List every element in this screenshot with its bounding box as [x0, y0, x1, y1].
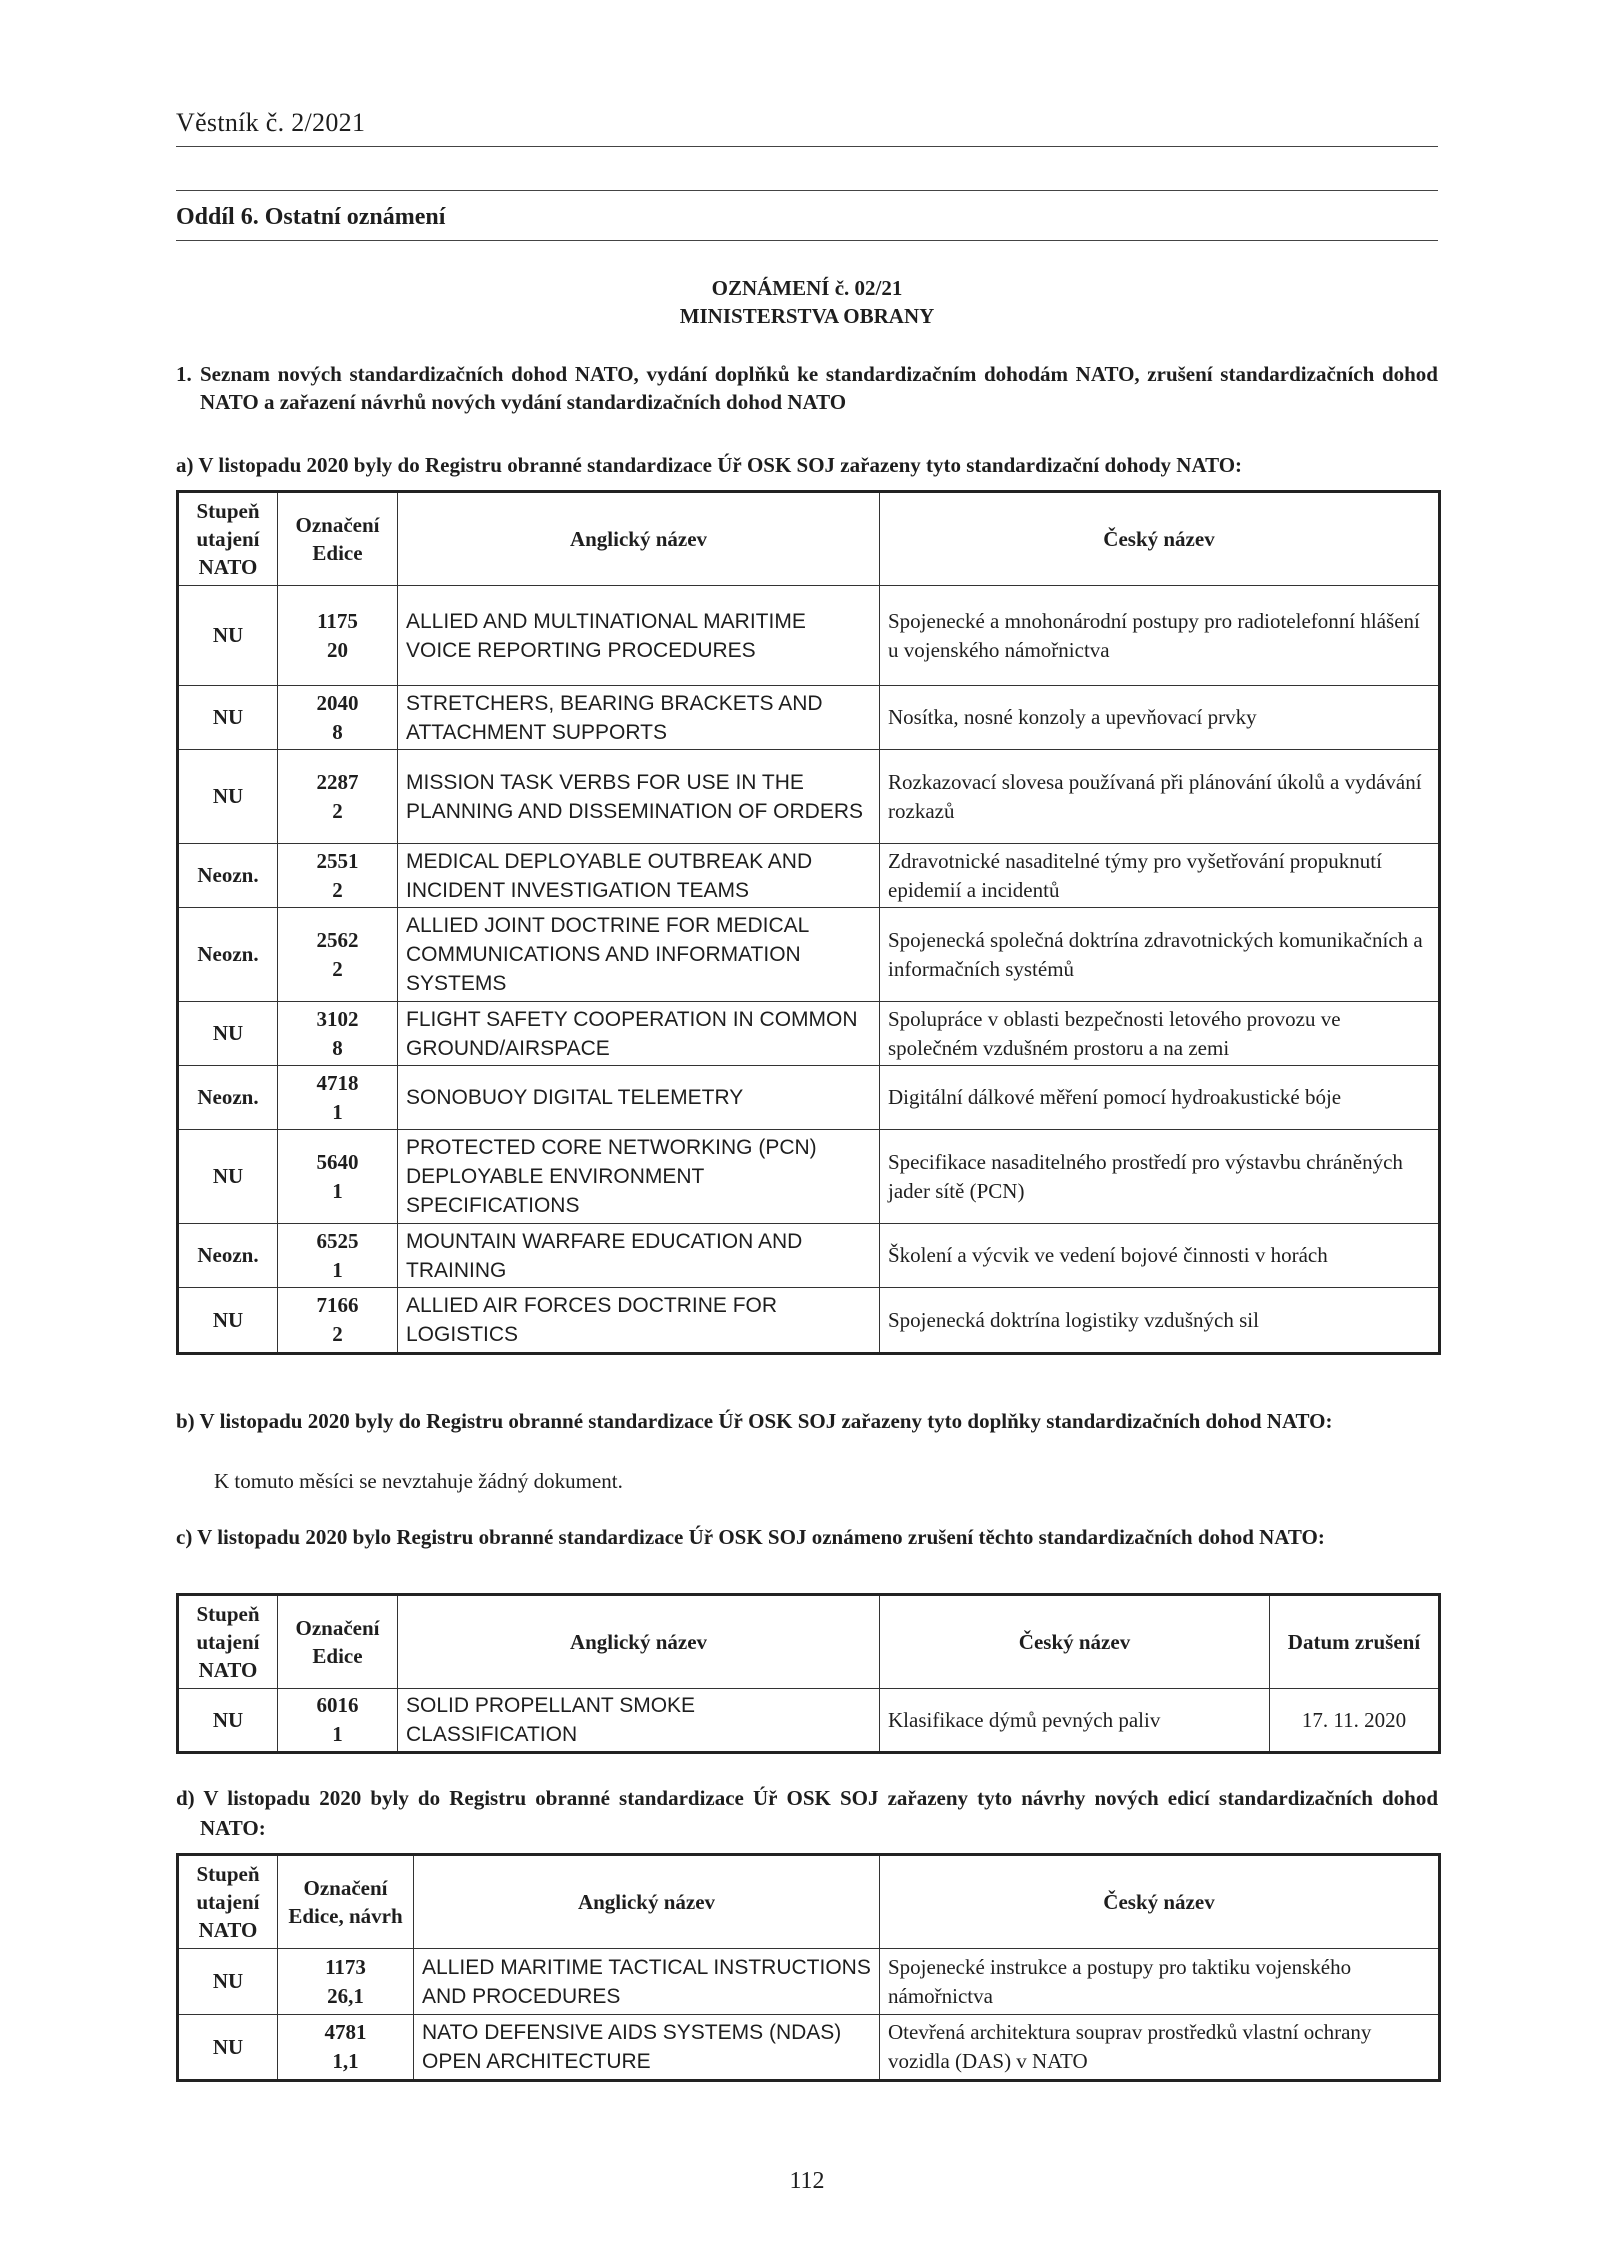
page-number: 112	[789, 2168, 825, 2194]
table-row	[178, 844, 1440, 908]
english-title-cell: ALLIED AND MULTINATIONAL MARITIME VOICE REPORTING PROCEDURES	[398, 586, 880, 686]
col-header-code: Označení Edice	[278, 1595, 398, 1689]
czech-title-cell: Zdravotnické nasaditelné týmy pro vyšetřování propuknutí epidemií a incidentů	[880, 844, 1440, 908]
col-header-classification: Stupeň utajení NATO	[178, 1855, 278, 1949]
edition-number: 2	[332, 798, 343, 823]
table-row	[178, 1288, 1440, 1354]
classification-cell: NU	[178, 1130, 278, 1224]
notice-title-line1: OZNÁMENÍ č. 02/21	[711, 276, 903, 300]
edition-number: 26,1	[327, 1983, 364, 2008]
stanag-number: 6016	[316, 1693, 359, 1717]
edition-number: 2	[332, 877, 343, 902]
code-cell	[278, 1130, 398, 1224]
code-cell	[278, 686, 398, 750]
classification-cell: NU	[178, 1689, 278, 1753]
classification-cell: Neozn.	[178, 844, 278, 908]
table-c-body	[178, 1689, 1440, 1753]
table-row	[178, 1066, 1440, 1130]
item-1-number: 1.	[176, 362, 192, 386]
table-d-body	[178, 1949, 1440, 2081]
code-cell	[278, 586, 398, 686]
stanag-number: 4718	[316, 1070, 359, 1095]
czech-title-cell: Digitální dálkové měření pomocí hydroakustické bóje	[880, 1066, 1440, 1130]
cancel-date-cell: 17. 11. 2020	[1270, 1689, 1440, 1753]
stanag-number: 2551	[316, 848, 359, 873]
col-header-english: Anglický název	[398, 492, 880, 586]
english-title-cell: MOUNTAIN WARFARE EDUCATION AND TRAINING	[398, 1224, 880, 1288]
english-title-cell: PROTECTED CORE NETWORKING (PCN) DEPLOYABLE ENVIRONMENT SPECIFICATIONS	[398, 1130, 880, 1224]
english-title-cell: MISSION TASK VERBS FOR USE IN THE PLANNING AND DISSEMINATION OF ORDERS	[398, 750, 880, 844]
classification-cell: NU	[178, 686, 278, 750]
code-cell	[278, 2015, 414, 2081]
stanag-number: 2287	[316, 769, 359, 794]
part-a-heading: a) V listopadu 2020 byly do Registru obranné standardizace Úř OSK SOJ zařazeny tyto standardizační dohody NATO:	[176, 453, 1243, 477]
english-title-cell: NATO DEFENSIVE AIDS SYSTEMS (NDAS) OPEN ARCHITECTURE	[414, 2015, 880, 2081]
stanag-number: 6525	[316, 1228, 359, 1253]
table-a	[176, 490, 1441, 1355]
table-row	[178, 1689, 1440, 1753]
code-cell	[278, 1949, 414, 2015]
stanag-number: 3102	[316, 1006, 359, 1031]
col-header-code: Označení Edice	[278, 492, 398, 586]
table-row	[178, 750, 1440, 844]
col-header-classification: Stupeň utajení NATO	[178, 1595, 278, 1689]
code-cell	[278, 908, 398, 1002]
table-row	[178, 908, 1440, 1002]
table-row	[178, 686, 1440, 750]
table-row	[178, 2015, 1440, 2081]
english-title-cell: STRETCHERS, BEARING BRACKETS AND ATTACHMENT SUPPORTS	[398, 686, 880, 750]
czech-title-cell: Spojenecká společná doktrína zdravotnických komunikačních a informačních systémů	[880, 908, 1440, 1002]
table-row	[178, 1002, 1440, 1066]
stanag-number: 1173	[325, 1954, 366, 1979]
col-header-czech: Český název	[880, 1595, 1270, 1689]
classification-cell: Neozn.	[178, 908, 278, 1002]
section-title: Oddíl 6. Ostatní oznámení	[176, 204, 446, 230]
table-d-header-row	[178, 1855, 1440, 1949]
english-title-cell: SOLID PROPELLANT SMOKE CLASSIFICATION	[398, 1689, 880, 1753]
table-c	[176, 1593, 1441, 1754]
czech-title-cell: Otevřená architektura souprav prostředků vlastní ochrany vozidla (DAS) v NATO	[880, 2015, 1440, 2081]
edition-number: 20	[327, 637, 348, 662]
col-header-english: Anglický název	[398, 1595, 880, 1689]
edition-number: 8	[332, 1035, 343, 1060]
czech-title-cell: Specifikace nasaditelného prostředí pro výstavbu chráněných jader sítě (PCN)	[880, 1130, 1440, 1224]
code-cell	[278, 844, 398, 908]
table-d	[176, 1853, 1441, 2082]
code-cell	[278, 1224, 398, 1288]
section-rule-top	[176, 190, 1438, 191]
classification-cell: NU	[178, 1002, 278, 1066]
english-title-cell: MEDICAL DEPLOYABLE OUTBREAK AND INCIDENT INVESTIGATION TEAMS	[398, 844, 880, 908]
edition-number: 2	[332, 1322, 343, 1346]
part-b-note: K tomuto měsíci se nevztahuje žádný dokument.	[214, 1469, 623, 1493]
section-rule-bottom	[176, 240, 1438, 241]
col-header-date: Datum zrušení	[1270, 1595, 1440, 1689]
stanag-number: 5640	[316, 1149, 359, 1174]
classification-cell: Neozn.	[178, 1066, 278, 1130]
english-title-cell: SONOBUOY DIGITAL TELEMETRY	[398, 1066, 880, 1130]
code-cell	[278, 1288, 398, 1354]
col-header-czech: Český název	[880, 1855, 1440, 1949]
code-cell	[278, 1066, 398, 1130]
stanag-number: 4781	[324, 2020, 367, 2044]
part-b-heading: b) V listopadu 2020 byly do Registru obranné standardizace Úř OSK SOJ zařazeny tyto doplňky standardizačních dohod NATO:	[176, 1409, 1333, 1433]
classification-cell: NU	[178, 750, 278, 844]
table-row	[178, 1130, 1440, 1224]
czech-title-cell: Spojenecká doktrína logistiky vzdušných sil	[880, 1288, 1440, 1354]
header-rule	[176, 146, 1438, 147]
stanag-number: 1175	[317, 608, 358, 633]
edition-number: 1	[332, 1722, 343, 1746]
table-a-header-row	[178, 492, 1440, 586]
classification-cell: NU	[178, 2015, 278, 2081]
table-a-body	[178, 586, 1440, 1354]
stanag-number: 7166	[316, 1293, 359, 1317]
code-cell	[278, 1689, 398, 1753]
col-header-czech: Český název	[880, 492, 1440, 586]
part-d-heading: d) V listopadu 2020 byly do Registru obranné standardizace Úř OSK SOJ zařazeny tyto návrhy nových edicí standardizačních dohod NATO:	[176, 1786, 1438, 1840]
edition-number: 8	[332, 719, 343, 744]
classification-cell: Neozn.	[178, 1224, 278, 1288]
english-title-cell: FLIGHT SAFETY COOPERATION IN COMMON GROUND/AIRSPACE	[398, 1002, 880, 1066]
table-row	[178, 586, 1440, 686]
stanag-number: 2562	[316, 927, 359, 952]
stanag-number: 2040	[316, 690, 359, 715]
notice-title	[176, 274, 1438, 330]
edition-number: 1,1	[332, 2049, 359, 2073]
running-head: Věstník č. 2/2021	[176, 108, 366, 137]
english-title-cell: ALLIED AIR FORCES DOCTRINE FOR LOGISTICS	[398, 1288, 880, 1354]
col-header-classification: Stupeň utajení NATO	[178, 492, 278, 586]
edition-number: 2	[332, 956, 343, 981]
czech-title-cell: Spolupráce v oblasti bezpečnosti letového provozu ve společném vzdušném prostoru a na zemi	[880, 1002, 1440, 1066]
part-c-heading: c) V listopadu 2020 bylo Registru obranné standardizace Úř OSK SOJ oznámeno zrušení těchto standardizačních dohod NATO:	[176, 1525, 1325, 1549]
classification-cell: NU	[178, 586, 278, 686]
classification-cell: NU	[178, 1288, 278, 1354]
edition-number: 1	[332, 1099, 343, 1124]
czech-title-cell: Nosítka, nosné konzoly a upevňovací prvky	[880, 686, 1440, 750]
table-c-header-row	[178, 1595, 1440, 1689]
classification-cell: NU	[178, 1949, 278, 2015]
czech-title-cell: Spojenecké instrukce a postupy pro taktiku vojenského námořnictva	[880, 1949, 1440, 2015]
edition-number: 1	[332, 1178, 343, 1203]
table-row	[178, 1224, 1440, 1288]
english-title-cell: ALLIED JOINT DOCTRINE FOR MEDICAL COMMUNICATIONS AND INFORMATION SYSTEMS	[398, 908, 880, 1002]
col-header-english: Anglický název	[414, 1855, 880, 1949]
czech-title-cell: Spojenecké a mnohonárodní postupy pro radiotelefonní hlášení u vojenského námořnictva	[880, 586, 1440, 686]
czech-title-cell: Rozkazovací slovesa používaná při plánování úkolů a vydávání rozkazů	[880, 750, 1440, 844]
item-1-text: Seznam nových standardizačních dohod NATO, vydání doplňků ke standardizačním dohodám NATO, zrušení standardizačních dohod NATO a zařazení návrhů nových vydání standardizačních dohod NATO	[200, 362, 1438, 414]
czech-title-cell: Školení a výcvik ve vedení bojové činnosti v horách	[880, 1224, 1440, 1288]
notice-title-line2: MINISTERSTVA OBRANY	[679, 304, 935, 328]
item-1	[176, 360, 1438, 416]
czech-title-cell: Klasifikace dýmů pevných paliv	[880, 1689, 1270, 1753]
code-cell	[278, 1002, 398, 1066]
english-title-cell: ALLIED MARITIME TACTICAL INSTRUCTIONS AND PROCEDURES	[414, 1949, 880, 2015]
edition-number: 1	[332, 1257, 343, 1282]
col-header-code: Označení Edice, návrh	[278, 1855, 414, 1949]
code-cell	[278, 750, 398, 844]
table-row	[178, 1949, 1440, 2015]
